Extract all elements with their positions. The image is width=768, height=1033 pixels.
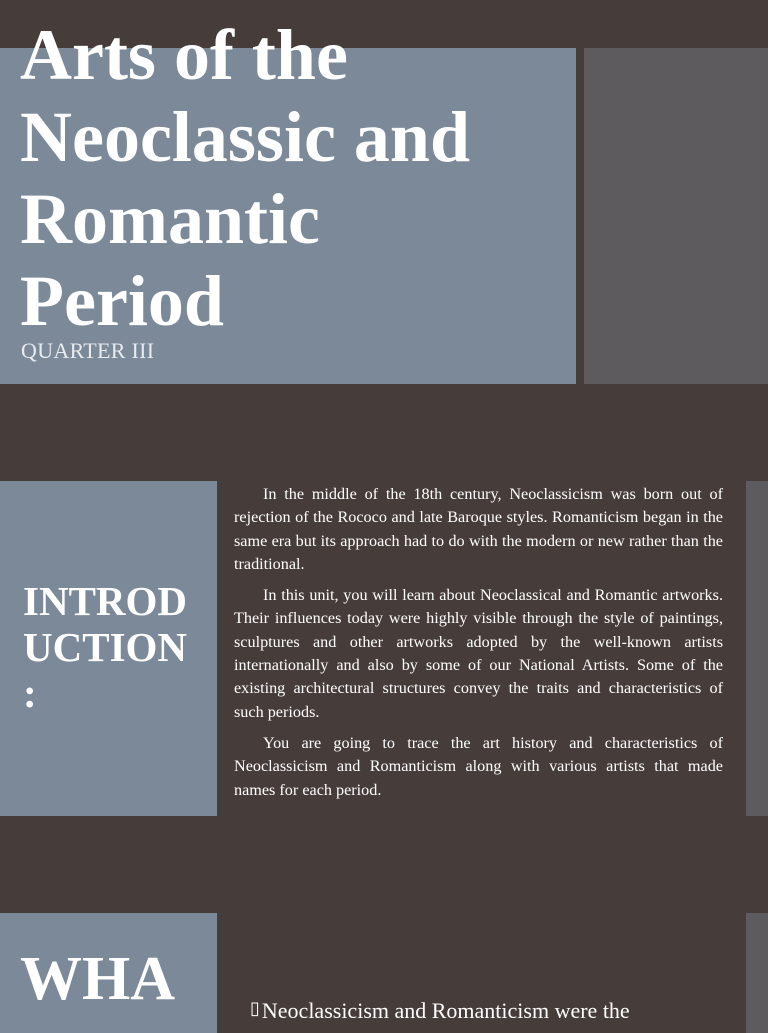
document-title xyxy=(20,14,470,342)
title-line: Arts of the xyxy=(20,15,348,95)
title-line: Romantic xyxy=(20,179,320,259)
title-line: Period xyxy=(20,261,224,341)
introduction-heading xyxy=(23,578,187,716)
heading-line: INTROD xyxy=(23,578,188,624)
title-panel xyxy=(0,15,576,384)
next-section-heading: WHA xyxy=(20,945,175,1013)
heading-line: UCTION xyxy=(23,624,188,670)
bullet-box-icon: ▯ xyxy=(250,998,260,1018)
title-line: Neoclassic and xyxy=(20,97,470,177)
subtitle-quarter: QUARTER III xyxy=(21,338,155,363)
introduction-side-strip xyxy=(746,481,768,816)
introduction-paragraph: In this unit, you will learn about Neoclassical and Romantic artworks. Their influences today were highly visible through the style of paintings, sculptures and other artworks adopted by the well-known artists internationally and also by some of our National Artists. Some of the existing architectural structures convey the traits and characteristics of such periods. xyxy=(234,586,723,721)
heading-line: : xyxy=(23,670,37,716)
next-section-side-strip xyxy=(746,913,768,1033)
introduction-paragraph: In the middle of the 18th century, Neoclassicism was born out of rejection of the Rococo and late Baroque styles. Romanticism began in the same era but its approach had to do with the modern or new rather than the traditional. xyxy=(234,485,723,573)
title-side-panel xyxy=(584,48,768,384)
introduction-paragraph: You are going to trace the art history and characteristics of Neoclassicism and Romanticism along with various artists that made names for each period. xyxy=(234,733,723,799)
next-section-bullet xyxy=(250,995,630,1028)
bullet-text: Neoclassicism and Romanticism were the xyxy=(261,998,630,1023)
introduction-body xyxy=(234,483,723,810)
